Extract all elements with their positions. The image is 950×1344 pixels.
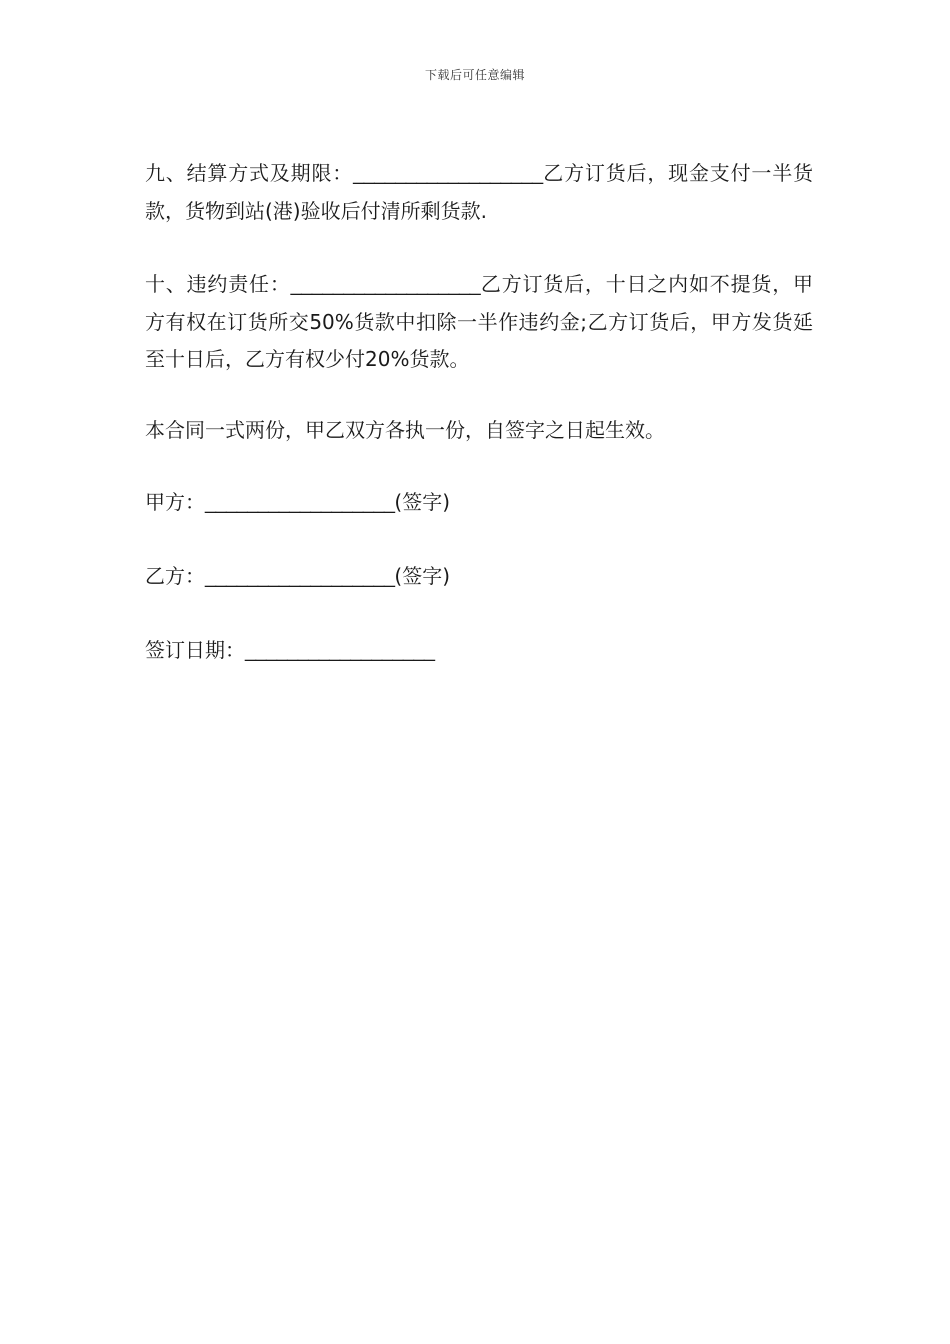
party-a-blank: __________________ xyxy=(205,492,395,514)
clause-liability-text: 乙方订货后，十日之内如不提货，甲方有权在订货所交50%货款中扣除一半作违约金;乙方订货后，甲方发货延至十日后，乙方有权少付20%货款。 xyxy=(145,272,814,371)
clause-settlement xyxy=(145,155,813,230)
clause-settlement-blank: __________________ xyxy=(353,163,543,185)
sign-date xyxy=(145,632,813,670)
party-b-label: 乙方： xyxy=(145,564,205,588)
sign-date-blank: __________________ xyxy=(245,640,435,662)
page-header: 下载后可任意编辑 xyxy=(424,68,525,82)
party-b-signature xyxy=(145,558,813,596)
clause-liability xyxy=(145,266,813,378)
clause-settlement-prefix: 九、结算方式及期限： xyxy=(145,161,354,185)
party-a-label: 甲方： xyxy=(145,490,205,514)
clause-liability-blank: __________________ xyxy=(290,274,481,296)
party-a-suffix: (签字) xyxy=(394,490,451,514)
sign-date-label: 签订日期： xyxy=(145,638,245,662)
clause-liability-prefix: 十、违约责任： xyxy=(145,272,291,296)
party-b-blank: __________________ xyxy=(205,566,395,588)
clause-settlement-text: 乙方订货后，现金支付一半货款，货物到站(港)验收后付清所剩货款. xyxy=(145,161,814,223)
party-b-suffix: (签字) xyxy=(394,564,451,588)
party-a-signature xyxy=(145,484,813,522)
contract-body xyxy=(145,155,813,670)
closing-statement: 本合同一式两份，甲乙双方各执一份，自签字之日起生效。 xyxy=(145,418,665,442)
